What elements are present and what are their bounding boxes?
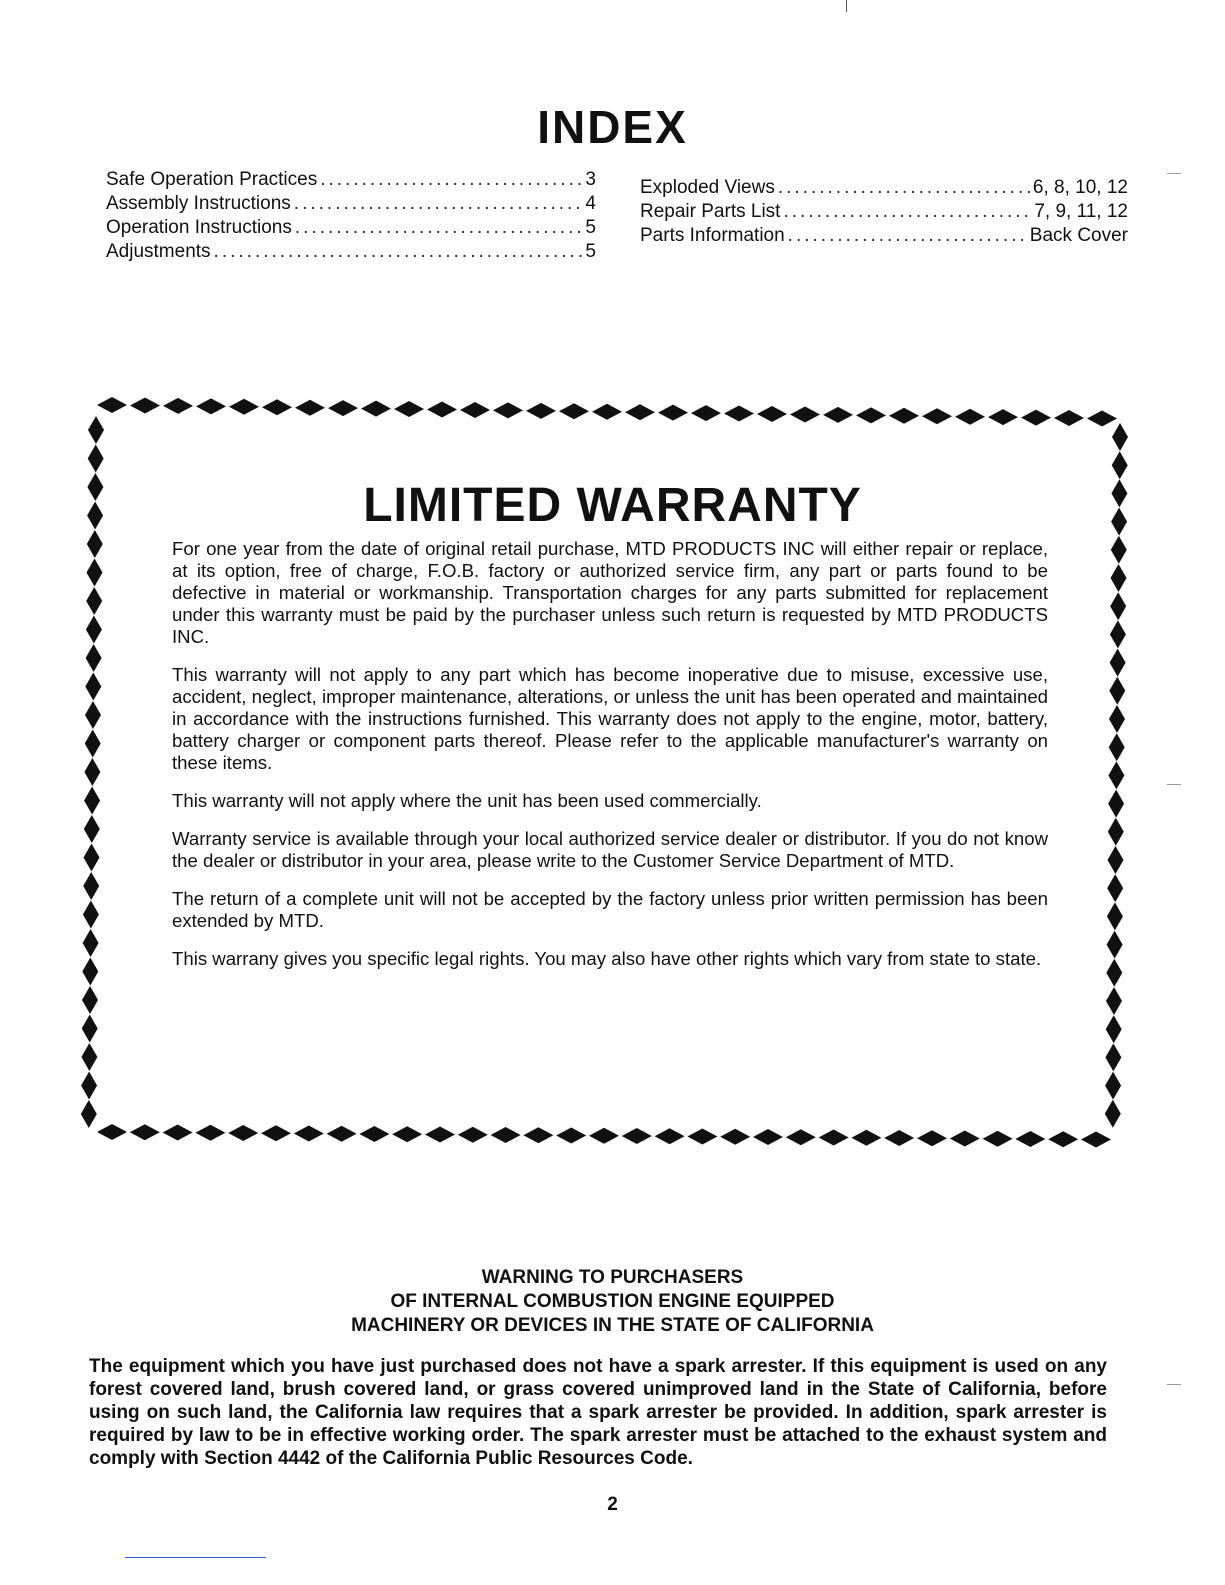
border-diamond <box>625 404 655 420</box>
border-diamond <box>1048 1131 1078 1147</box>
border-diamond <box>589 1128 619 1144</box>
index-entry-label: Parts Information <box>640 225 785 246</box>
border-diamond <box>86 587 102 615</box>
border-diamond <box>1081 1132 1111 1148</box>
border-diamond <box>85 673 101 701</box>
heading-line: OF INTERNAL COMBUSTION ENGINE EQUIPPED <box>390 1291 835 1312</box>
border-diamond <box>1105 1072 1121 1100</box>
border-diamond <box>86 616 102 644</box>
california-warning-body: The equipment which you have just purchased does not have a spark arrester. If this equipment is used on any forest covered land, brush covered land, or grass covered unimproved land in the State of California, before using on such land, the California law requires that a spark arrester be provided. In addition, spark arrester is required by law to be in effective working order. The spark arrester must be attached to the exhaust system and comply with Section 4442 of the California Public Resources Code. <box>89 1356 1107 1469</box>
heading-line: MACHINERY OR DEVICES IN THE STATE OF CALIFORNIA <box>351 1315 874 1336</box>
border-diamond <box>88 445 104 473</box>
index-entry-page: Back Cover <box>1029 225 1128 246</box>
border-diamond <box>1021 410 1051 426</box>
footer-link-line <box>125 1557 266 1558</box>
border-diamond <box>1054 410 1084 426</box>
heading-line: WARNING TO PURCHASERS <box>481 1267 744 1288</box>
border-diamond <box>83 872 99 900</box>
border-diamond <box>425 1127 455 1143</box>
border-diamond <box>687 1129 717 1145</box>
border-diamond <box>1111 536 1127 564</box>
border-diamond <box>786 1129 816 1145</box>
border-diamond <box>295 400 325 416</box>
california-warning-heading <box>0 1266 1225 1338</box>
border-diamond <box>97 397 127 413</box>
border-diamond <box>884 1130 914 1146</box>
index-entry-label: Safe Operation Practices <box>106 169 318 190</box>
border-diamond <box>983 1131 1013 1147</box>
border-diamond <box>1107 902 1123 930</box>
border-diamond <box>856 407 886 423</box>
border-diamond <box>819 1130 849 1146</box>
border-diamond <box>720 1129 750 1145</box>
border-diamond <box>84 787 100 815</box>
index-entry-page: 3 <box>585 169 596 190</box>
index-title: INDEX <box>537 101 688 153</box>
border-diamond <box>294 1126 324 1142</box>
border-diamond <box>1108 761 1124 789</box>
border-diamond <box>458 1127 488 1143</box>
border-diamond <box>523 1127 553 1143</box>
border-diamond <box>1109 733 1125 761</box>
border-diamond <box>491 1127 521 1143</box>
border-diamond <box>97 1124 127 1140</box>
border-diamond <box>130 397 160 413</box>
warranty-title: LIMITED WARRANTY <box>363 479 862 532</box>
border-diamond <box>917 1130 947 1146</box>
border-diamond <box>82 958 98 986</box>
border-diamond <box>950 1131 980 1147</box>
border-diamond <box>526 403 556 419</box>
border-diamond <box>955 409 985 425</box>
index-entry-label: Repair Parts List <box>640 201 781 222</box>
border-diamond <box>394 401 424 417</box>
border-diamond <box>163 398 193 414</box>
border-diamond <box>85 730 101 758</box>
border-diamond <box>82 1015 98 1043</box>
border-diamond <box>1106 959 1122 987</box>
border-diamond <box>556 1128 586 1144</box>
border-diamond <box>691 405 721 421</box>
border-diamond <box>328 400 358 416</box>
border-diamond <box>1108 790 1124 818</box>
warranty-paragraph: This warranty will not apply where the unit has been used commercially. <box>172 790 762 811</box>
border-diamond <box>922 408 952 424</box>
border-diamond <box>851 1130 881 1146</box>
border-diamond <box>460 402 490 418</box>
warranty-paragraph: This warranty will not apply to any part which has become inoperative due to misuse, excessive use, accident, neglect, improper maintenance, alterations, or unless the unit has been operated and maintained in accordance with the instructions furnished. This warranty does not apply to the engine, motor, battery, battery charger or component parts thereof. Please refer to the applicable manufacturer's warranty on these items. <box>172 664 1048 773</box>
index-entry-label: Adjustments <box>106 241 211 262</box>
border-diamond <box>1109 677 1125 705</box>
border-diamond <box>392 1126 422 1142</box>
border-diamond <box>889 408 919 424</box>
border-diamond <box>87 530 103 558</box>
border-diamond <box>196 398 226 414</box>
border-diamond <box>1110 649 1126 677</box>
index-entry-page: 5 <box>585 241 596 262</box>
index-entry-page: 5 <box>585 217 596 238</box>
border-diamond <box>87 559 103 587</box>
border-diamond <box>83 901 99 929</box>
border-diamond <box>823 407 853 423</box>
border-diamond <box>757 406 787 422</box>
border-diamond <box>86 644 102 672</box>
border-diamond <box>1107 931 1123 959</box>
warranty-paragraph: This warrany gives you specific legal rights. You may also have other rights which vary from state to state. <box>172 948 1042 969</box>
border-diamond <box>195 1125 225 1141</box>
border-diamond <box>753 1129 783 1145</box>
border-diamond <box>1109 705 1125 733</box>
border-diamond <box>1105 1100 1121 1128</box>
border-diamond <box>1112 451 1128 479</box>
border-diamond <box>622 1128 652 1144</box>
border-diamond <box>1106 1015 1122 1043</box>
border-diamond <box>229 399 259 415</box>
border-diamond <box>427 402 457 418</box>
border-diamond <box>81 1100 97 1128</box>
border-diamond <box>1108 818 1124 846</box>
border-diamond <box>262 399 292 415</box>
border-diamond <box>1110 620 1126 648</box>
border-diamond <box>228 1125 258 1141</box>
border-diamond <box>1111 564 1127 592</box>
border-diamond <box>81 1072 97 1100</box>
index-entry-label: Assembly Instructions <box>106 193 291 214</box>
index-entry-page: 6, 8, 10, 12 <box>1032 177 1128 198</box>
border-diamond <box>988 409 1018 425</box>
border-diamond <box>1112 423 1128 451</box>
border-diamond <box>1110 592 1126 620</box>
border-diamond <box>84 815 100 843</box>
border-diamond <box>1105 1043 1121 1071</box>
border-diamond <box>790 406 820 422</box>
border-diamond <box>88 416 104 444</box>
border-diamond <box>85 701 101 729</box>
border-diamond <box>359 1126 389 1142</box>
border-diamond <box>261 1125 291 1141</box>
border-diamond <box>1106 987 1122 1015</box>
warranty-paragraph: Warranty service is available through your local authorized service dealer or distributor. If you do not know the dealer or distributor in your area, please write to the Customer Service Department of MTD. <box>172 828 1048 871</box>
index-entry-label: Exploded Views <box>640 177 775 198</box>
warranty-body <box>172 538 1048 986</box>
border-diamond <box>1108 846 1124 874</box>
border-diamond <box>1107 874 1123 902</box>
border-diamond <box>81 1043 97 1071</box>
border-diamond <box>163 1125 193 1141</box>
border-diamond <box>655 1128 685 1144</box>
border-diamond <box>130 1124 160 1140</box>
border-diamond <box>1087 411 1117 427</box>
index-entry-page: 4 <box>585 193 596 214</box>
border-diamond <box>1015 1131 1045 1147</box>
border-diamond <box>84 844 100 872</box>
index-entry-label: Operation Instructions <box>106 217 292 238</box>
page-number: 2 <box>607 1494 618 1515</box>
border-diamond <box>82 986 98 1014</box>
border-diamond <box>361 401 391 417</box>
border-diamond <box>84 758 100 786</box>
warranty-paragraph: For one year from the date of original retail purchase, MTD PRODUCTS INC will either repair or replace, at its option, free of charge, F.O.B. factory or authorized service firm, any part or parts found to be defective in material or workmanship. Transportation charges for any parts submitted for replacement under this warranty must be paid by the purchaser unless such return is requested by MTD PRODUCTS INC. <box>172 538 1048 647</box>
border-diamond <box>724 406 754 422</box>
index-entry-page: 7, 9, 11, 12 <box>1034 201 1128 222</box>
border-diamond <box>327 1126 357 1142</box>
warranty-paragraph: The return of a complete unit will not be accepted by the factory unless prior written permission has been extended by MTD. <box>172 888 1048 931</box>
border-diamond <box>592 404 622 420</box>
border-diamond <box>493 402 523 418</box>
border-diamond <box>658 405 688 421</box>
border-diamond <box>83 929 99 957</box>
border-diamond <box>559 403 589 419</box>
